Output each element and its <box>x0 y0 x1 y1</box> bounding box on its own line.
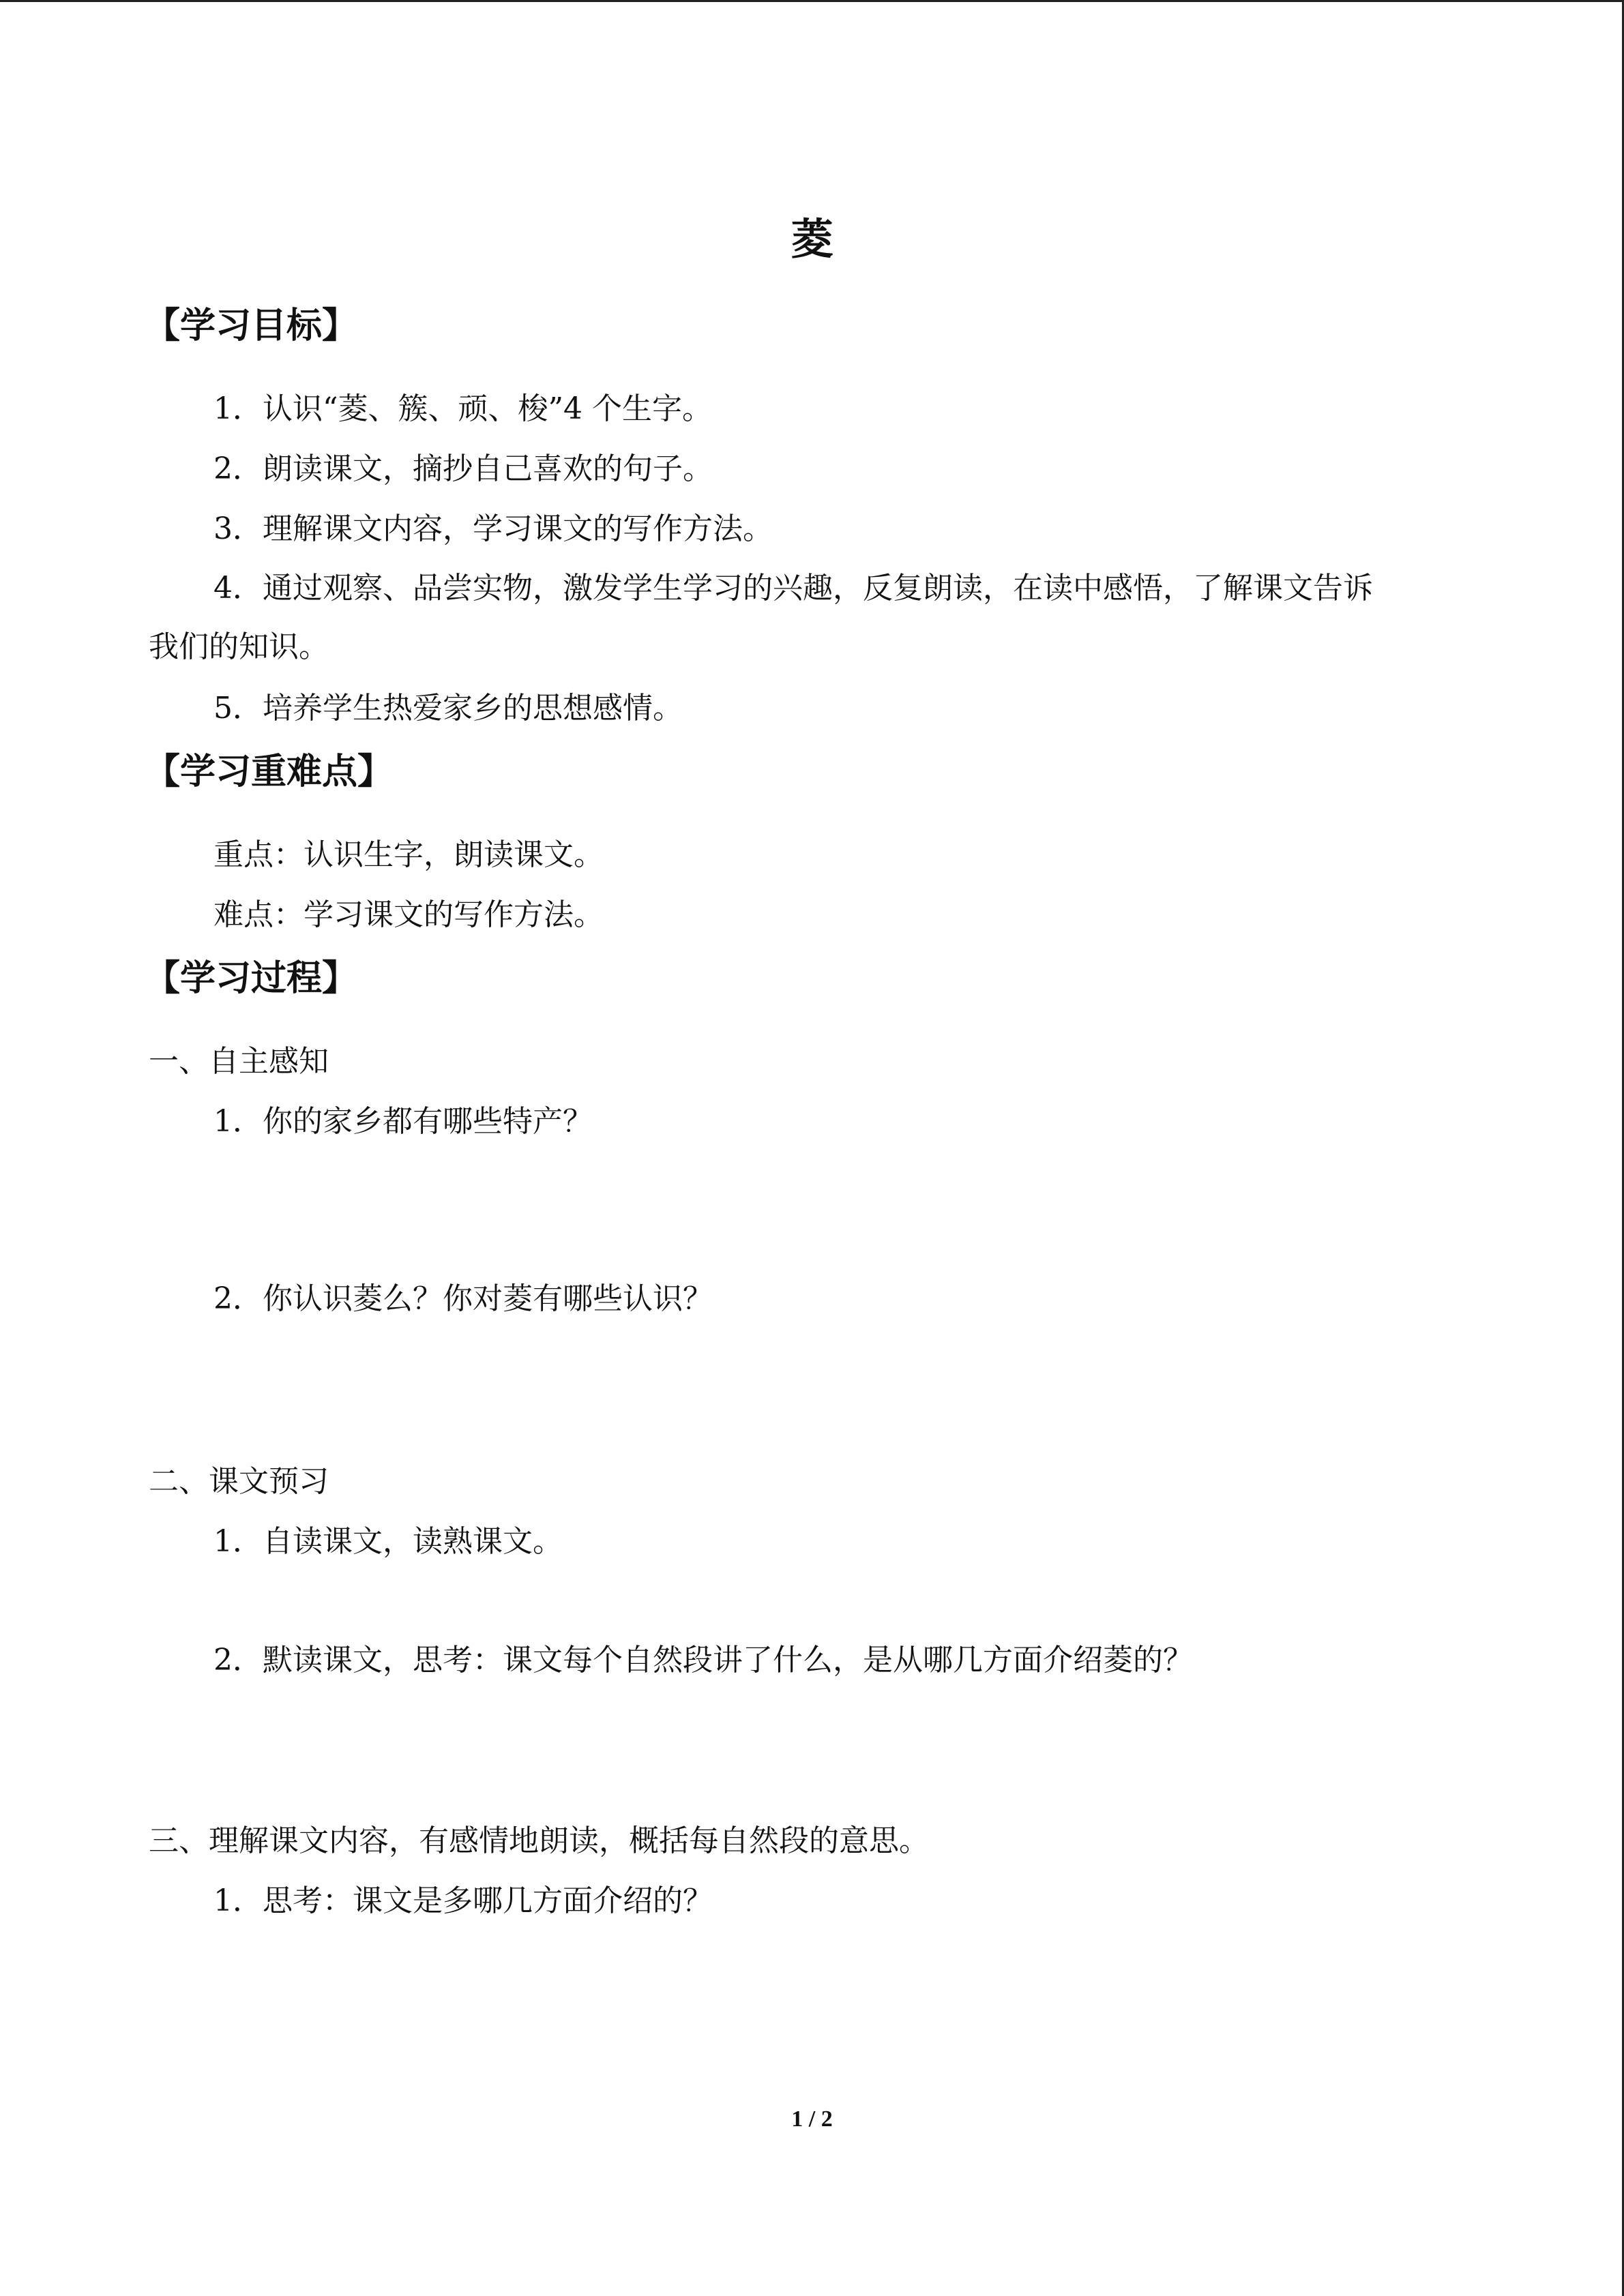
part1-question-2: 2．你认识菱么？你对菱有哪些认识？ <box>213 1281 713 1316</box>
part3-title: 三、理解课文内容，有感情地朗读，概括每自然段的意思。 <box>149 1823 929 1858</box>
key-point-difficulty: 难点：学习课文的写作方法。 <box>213 897 604 932</box>
key-point-focus: 重点：认识生字，朗读课文。 <box>213 837 604 872</box>
document-title: 菱 <box>791 214 833 264</box>
objective-item-5: 5．培养学生热爱家乡的思想感情。 <box>213 691 683 726</box>
part2-question-1: 1．自读课文，读熟课文。 <box>213 1524 563 1559</box>
key-points-heading: 【学习重难点】 <box>145 751 394 792</box>
objective-item-1: 1．认识“菱、簇、顽、梭”4 个生字。 <box>213 391 712 426</box>
process-heading: 【学习过程】 <box>145 958 358 999</box>
objective-item-2: 2．朗读课文，摘抄自己喜欢的句子。 <box>213 451 713 486</box>
part1-question-1: 1．你的家乡都有哪些特产？ <box>213 1104 593 1139</box>
page-number: 1 / 2 <box>791 2106 833 2132</box>
objective-item-4-continued: 我们的知识。 <box>149 629 329 664</box>
part2-title: 二、课文预习 <box>149 1464 329 1499</box>
part3-question-1: 1．思考：课文是多哪几方面介绍的？ <box>213 1883 713 1918</box>
objective-item-4: 4．通过观察、品尝实物，激发学生学习的兴趣，反复朗读，在读中感悟，了解课文告诉 <box>213 571 1373 606</box>
part1-title: 一、自主感知 <box>149 1044 329 1079</box>
objective-item-3: 3．理解课文内容，学习课文的写作方法。 <box>213 511 773 546</box>
objectives-heading: 【学习目标】 <box>145 305 358 346</box>
part2-question-2: 2．默读课文，思考：课文每个自然段讲了什么，是从哪几方面介绍菱的？ <box>213 1643 1193 1678</box>
